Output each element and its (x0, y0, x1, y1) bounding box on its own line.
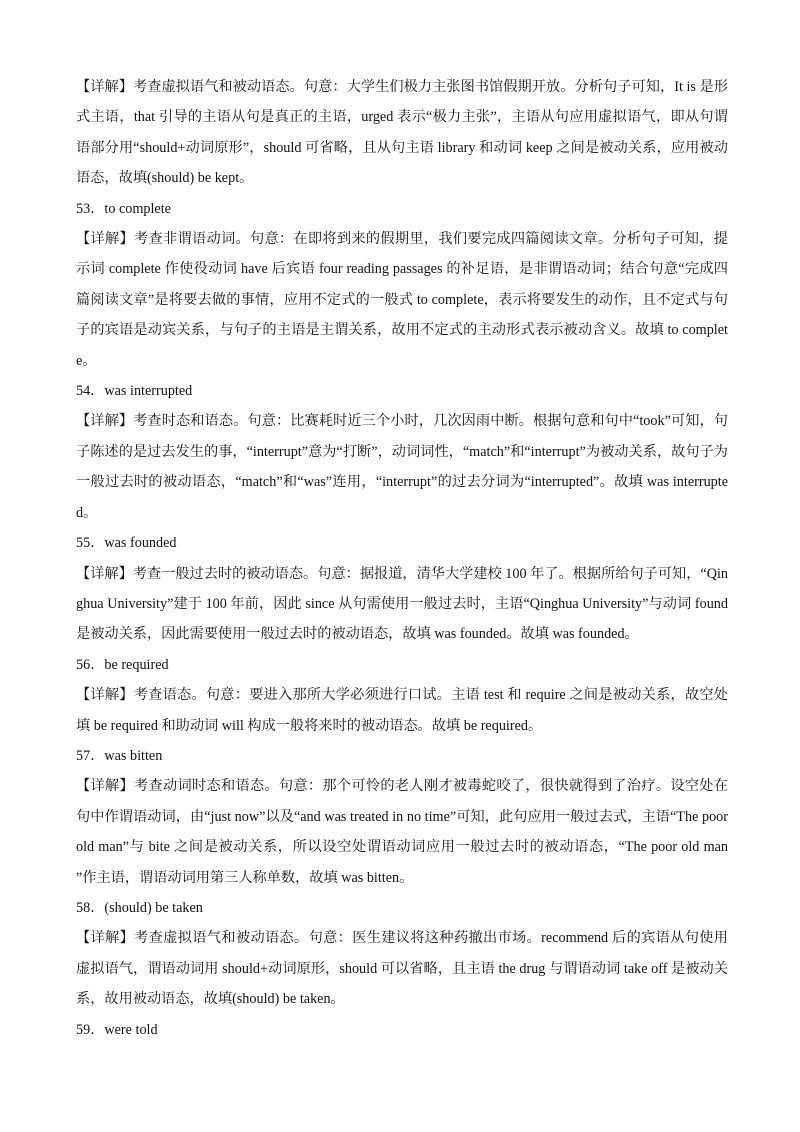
answer-text: was founded (104, 535, 177, 552)
answer-line (76, 650, 728, 680)
detail-paragraph: 【详解】考查虚拟语气和被动语态。句意：大学生们极力主张图书馆假期开放。分析句子可知，It is 是形式主语，that 引导的主语从句是真正的主语，urged 表示“极力主张”，主语从句应用虚拟语气，即从句谓语部分用“should+动词原形”，should 可省略，且从句主语 library 和动词 keep 之间是被动关系，应用被动语态，故填(should) be kept。 (76, 79, 728, 187)
answer-line (76, 1015, 728, 1045)
answer-text: (should) be taken (104, 899, 203, 916)
document-page (76, 72, 728, 1045)
answer-line (76, 194, 728, 224)
answer-text: was bitten (104, 747, 163, 764)
question-number: 54． (76, 383, 105, 400)
detail-paragraph: 【详解】考查语态。句意：要进入那所大学必须进行口试。主语 test 和 require 之间是被动关系，故空处填 be required 和助动词 will 构成一般将来时的被动语态。故填 be required。 (76, 687, 728, 734)
question-number: 56． (76, 656, 105, 673)
question-number: 58． (76, 899, 105, 916)
answer-text: be required (104, 656, 169, 673)
answer-text: to complete (104, 200, 171, 217)
detail-paragraph: 【详解】考查一般过去时的被动语态。句意：据报道，清华大学建校 100 年了。根据所给句子可知，“Qinghua University”建于 100 年前，因此 since 从句需使用一般过去时，主语“Qinghua University”与动词 found 是被动关系，因此需要使用一般过去时的被动语态，故填 was founded。故填 was founded。 (76, 565, 728, 643)
question-number: 53． (76, 200, 105, 217)
answer-text: were told (104, 1021, 158, 1038)
answer-text: was interrupted (104, 383, 193, 400)
answer-line (76, 376, 728, 406)
detail-paragraph: 【详解】考查动词时态和语态。句意：那个可怜的老人刚才被毒蛇咬了，很快就得到了治疗。设空处在句中作谓语动词，由“just now”以及“and was treated in no time”可知，此句应用一般过去式，主语“The poor old man”与 bite 之间是被动关系，所以设空处谓语动词应用一般过去时的被动语态，“The poor old man ”作主语，谓语动词用第三人称单数，故填 was bitten。 (76, 778, 728, 886)
detail-paragraph: 【详解】考查时态和语态。句意：比赛耗时近三个小时，几次因雨中断。根据句意和句中“took”可知，句子陈述的是过去发生的事，“interrupt”意为“打断”，动词词性，“match”和“interrupt”为被动关系，故句子为一般过去时的被动语态，“match”和“was”连用，“interrupt”的过去分词为“interrupted”。故填 was interrupted。 (76, 413, 728, 521)
question-number: 59． (76, 1021, 105, 1038)
question-number: 57． (76, 747, 105, 764)
detail-paragraph: 【详解】考查非谓语动词。句意：在即将到来的假期里，我们要完成四篇阅读文章。分析句子可知，提示词 complete 作使役动词 have 后宾语 four reading passages 的补足语，是非谓语动词；结合句意“完成四篇阅读文章”是将要去做的事情，应用不定式的一般式 to complete，表示将要发生的动作，且不定式与句子的宾语是动宾关系，与句子的主语是主谓关系，故用不定式的主动形式表示被动含义。故填 to complete。 (76, 231, 728, 369)
answer-line (76, 741, 728, 771)
detail-paragraph: 【详解】考查虚拟语气和被动语态。句意：医生建议将这种药撤出市场。recommend 后的宾语从句使用虚拟语气，谓语动词用 should+动词原形，should 可以省略，且主语 the drug 与谓语动词 take off 是被动关系，故用被动语态，故填(should) be taken。 (76, 930, 728, 1008)
answer-line (76, 893, 728, 923)
question-number: 55． (76, 535, 105, 552)
answer-line (76, 528, 728, 558)
